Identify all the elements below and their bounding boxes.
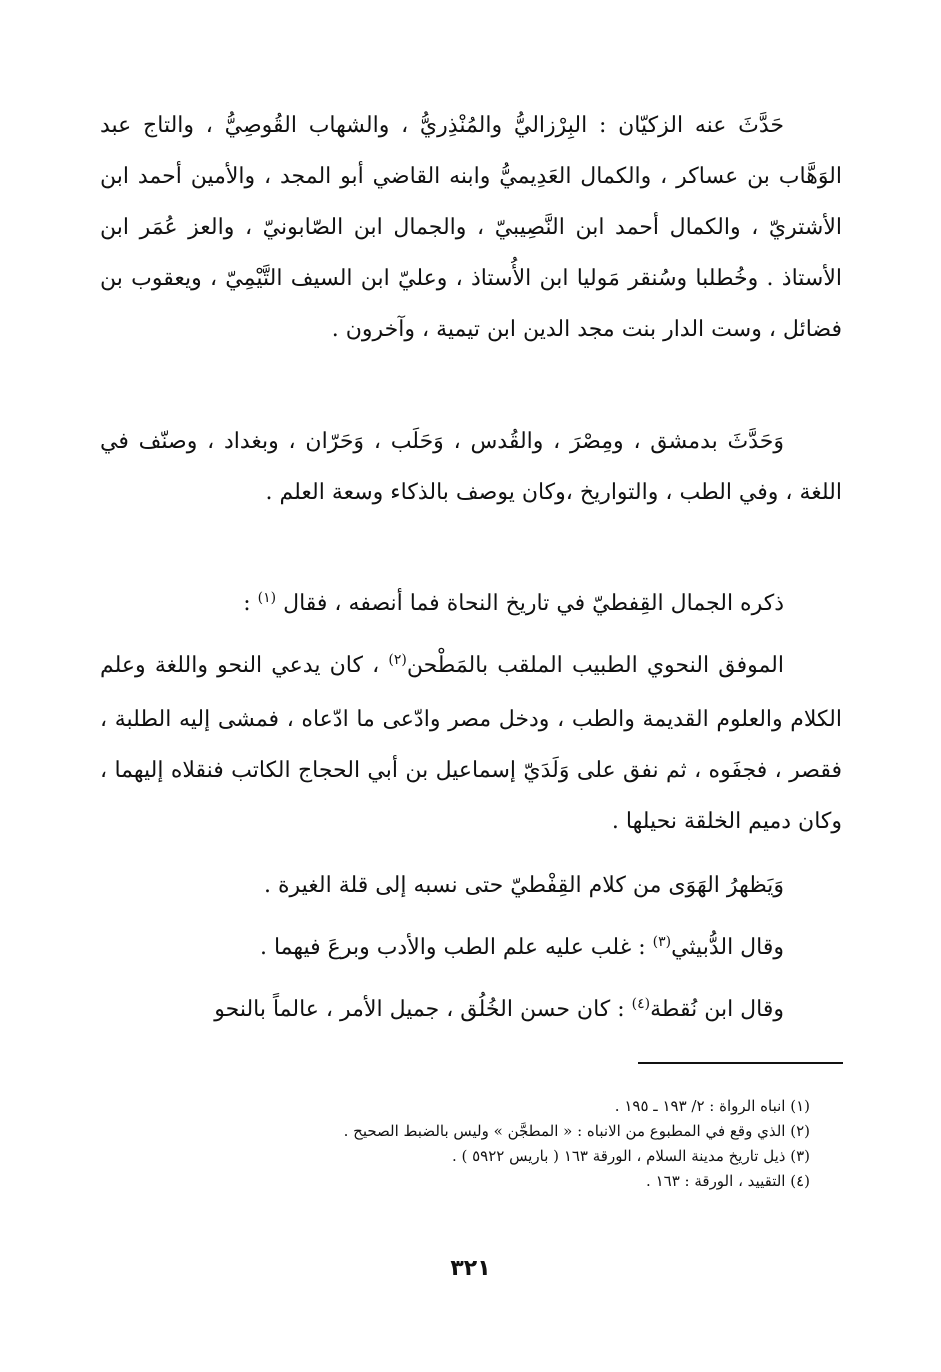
paragraph-travels	[100, 416, 842, 518]
footnote-item: (٤) التقييد ، الورقة : ١٦٣ .	[646, 1172, 810, 1190]
line-tail: :	[243, 591, 251, 616]
footnote-item: (٢) الذي وقع في المطبوع من الانباه : « المطجَّن » وليس بالضبط الصحيح .	[343, 1122, 810, 1140]
footnote-item: (١) انباه الرواة : ٢/ ١٩٣ ـ ١٩٥ .	[614, 1097, 810, 1115]
qifti-intro-line	[100, 578, 842, 632]
line-start: وقال الدُّبيثي	[671, 935, 784, 960]
paragraph-text: حَدَّثَ عنه الزكيّان : البِرْزاليُّ والمُنْذِريُّ ، والشهاب القُوصِيُّ ، والتاج عبد الوَهَّاب بن عساكر ، والكمال العَدِيميُّ وابنه القاضي أبو المجد ، والأمين أحمد ابن الأشتريّ ، والكمال أحمد ابن النَّصِيبيّ ، والجمال ابن الصّابونيّ ، والعز عُمَر ابن الأستاذ . وخُطلبا وسُنقر مَوليا ابن الأُستاذ ، وعليّ ابن السيف التَّيْمِيّ ، ويعقوب بن فضائل ، وست الدار بنت مجد الدين ابن تيمية ، وآخرون .	[100, 113, 842, 342]
quote-rest: ، كان يدعي النحو واللغة وعلم الكلام والعلوم القديمة والطب ، ودخل مصر وادّعى ما ادّعاه ، فمشى إليه الطلبة ، فقصر ، فجفَوه ، ثم نفق على وَلَدَيّ إسماعيل بن أبي الحجاج الكاتب فنقلاه إليهما ، وكان دميم الخلقة نحيلها .	[100, 653, 842, 834]
footnote-separator	[638, 1062, 843, 1064]
line-text: وَيَظهرُ الهَوَى من كلام القِفْطيّ حتى نسبه إلى قلة الغيرة .	[264, 873, 784, 898]
line-text: ذكره الجمال القِفطيّ في تاريخ النحاة فما أنصفه ، فقال	[283, 591, 784, 616]
paragraph-qifti-quote	[100, 640, 842, 847]
nuqta-line	[100, 984, 842, 1038]
quote-start: الموفق النحوي الطبيب الملقب بالمَطْحن	[406, 653, 785, 678]
line-rest: : كان حسن الخُلُق ، جميل الأمر ، عالماً بالنحو	[214, 997, 632, 1022]
line-rest: : غلب عليه علم الطب والأدب وبرعَ فيهما .	[259, 935, 653, 960]
footnote-ref: (٣)	[652, 934, 672, 950]
footnote-item: (٣) ذيل تاريخ مدينة السلام ، الورقة ١٦٣ ( باريس ٥٩٢٢ ) .	[451, 1147, 810, 1165]
hawa-line	[100, 860, 842, 911]
footnote-ref: (١)	[257, 590, 277, 606]
footnotes	[150, 1094, 810, 1194]
paragraph-narrators	[100, 100, 842, 355]
footnote-ref: (٤)	[631, 996, 651, 1012]
dubaithi-line	[100, 922, 842, 976]
page-number: ٣٢١	[450, 1256, 491, 1281]
line-start: وقال ابن نُقطة	[650, 997, 784, 1022]
paragraph-text: وَحَدَّثَ بدمشق ، ومِصْرَ ، والقُدس ، وَحَلَب ، وَحَرّان ، وبغداد ، وصنّف في اللغة ، وفي الطب ، والتواريخ ،وكان يوصف بالذكاء وسعة العلم .	[100, 429, 842, 505]
footnote-ref: (٢)	[388, 652, 407, 668]
